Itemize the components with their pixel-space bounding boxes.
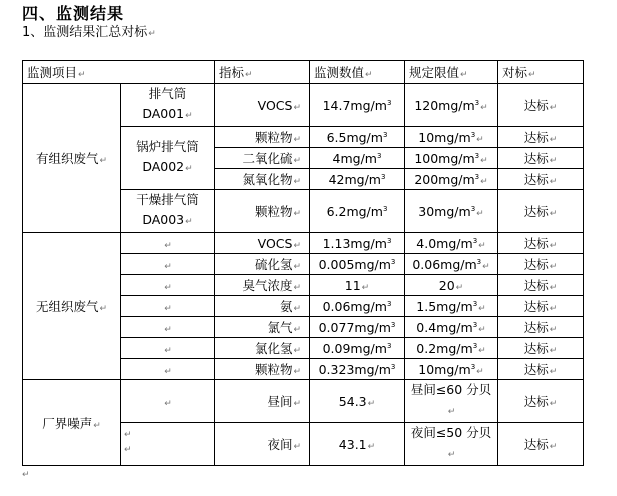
limit-cell: $200mg/m^3↵$: [405, 169, 498, 190]
limit-cell: $0.2mg/m^3↵$: [405, 338, 498, 359]
result-cell: 达标↵: [498, 317, 584, 338]
limit-cell: 20↵: [405, 275, 498, 296]
result-cell: 达标↵: [498, 233, 584, 254]
header-indicator: 指标↵: [215, 61, 310, 84]
value-cell: $14.7mg/m^3$: [310, 84, 405, 127]
value-cell: $0.09mg/m^3$: [310, 338, 405, 359]
limit-cell: $30mg/m^3↵$: [405, 190, 498, 233]
header-limit: 规定限值↵: [405, 61, 498, 84]
empty-source-cell: ↵: [121, 317, 215, 338]
empty-source-cell: ↵: [121, 338, 215, 359]
indicator-cell: VOCS↵: [215, 233, 310, 254]
indicator-cell: 氯气↵: [215, 317, 310, 338]
result-cell: 达标↵: [498, 127, 584, 148]
limit-cell: $120mg/m^3↵$: [405, 84, 498, 127]
indicator-cell: 颗粒物↵: [215, 359, 310, 380]
indicator-cell: 昼间↵: [215, 380, 310, 423]
paragraph-mark-icon: ↵: [148, 29, 156, 39]
results-table: [22, 60, 584, 466]
header-row: [23, 61, 584, 84]
indicator-cell: 氯化氢↵: [215, 338, 310, 359]
group-organized: 有组织废气↵: [23, 84, 121, 233]
empty-source-cell: ↵: [121, 359, 215, 380]
subsection-heading: [22, 21, 156, 40]
indicator-cell: 硫化氢↵: [215, 254, 310, 275]
empty-source-cell: ↵ ↵: [121, 423, 215, 466]
result-cell: 达标↵: [498, 190, 584, 233]
limit-cell: $0.4mg/m^3↵$: [405, 317, 498, 338]
result-cell: 达标↵: [498, 275, 584, 296]
section-heading: 四、监测结果: [22, 4, 125, 23]
result-cell: 达标↵: [498, 148, 584, 169]
empty-source-cell: ↵: [121, 380, 215, 423]
header-compare: 对标↵: [498, 61, 584, 84]
limit-cell: $10mg/m^3↵$: [405, 359, 498, 380]
value-cell: 54.3↵: [310, 380, 405, 423]
source-da003: 干燥排气筒 DA003↵: [121, 190, 215, 233]
group-unorganized: 无组织废气↵: [23, 233, 121, 380]
value-cell: $4mg/m^3$: [310, 148, 405, 169]
limit-cell: $4.0mg/m^3↵$: [405, 233, 498, 254]
result-cell: 达标↵: [498, 169, 584, 190]
result-cell: 达标↵: [498, 84, 584, 127]
table-row: [23, 233, 584, 254]
result-cell: 达标↵: [498, 359, 584, 380]
indicator-cell: 二氧化硫↵: [215, 148, 310, 169]
indicator-cell: 氨↵: [215, 296, 310, 317]
empty-source-cell: ↵: [121, 296, 215, 317]
limit-cell: $1.5mg/m^3↵$: [405, 296, 498, 317]
indicator-cell: 臭气浓度↵: [215, 275, 310, 296]
group-noise: 厂界噪声↵: [23, 380, 121, 466]
indicator-cell: 夜间↵: [215, 423, 310, 466]
value-cell: $42mg/m^3$: [310, 169, 405, 190]
indicator-cell: 氮氧化物↵: [215, 169, 310, 190]
indicator-cell: VOCS↵: [215, 84, 310, 127]
indicator-cell: 颗粒物↵: [215, 190, 310, 233]
source-da001: 排气筒 DA001↵: [121, 84, 215, 127]
value-cell: 11↵: [310, 275, 405, 296]
limit-cell: $100mg/m^3↵$: [405, 148, 498, 169]
limit-cell: $0.06mg/m^3↵$: [405, 254, 498, 275]
paragraph-mark-icon: ↵: [22, 470, 30, 480]
result-cell: 达标↵: [498, 254, 584, 275]
header-item: 监测项目↵: [23, 61, 215, 84]
value-cell: $6.5mg/m^3$: [310, 127, 405, 148]
source-da002: 锅炉排气筒 DA002↵: [121, 127, 215, 190]
limit-cell: $10mg/m^3↵$: [405, 127, 498, 148]
empty-source-cell: ↵: [121, 254, 215, 275]
value-cell: 43.1↵: [310, 423, 405, 466]
limit-cell: 夜间≤50 分贝↵: [405, 423, 498, 466]
empty-source-cell: ↵: [121, 233, 215, 254]
header-value: 监测数值↵: [310, 61, 405, 84]
result-cell: 达标↵: [498, 423, 584, 466]
indicator-cell: 颗粒物↵: [215, 127, 310, 148]
value-cell: $0.077mg/m^3$: [310, 317, 405, 338]
table-row: [23, 380, 584, 423]
value-cell: $0.06mg/m^3$: [310, 296, 405, 317]
value-cell: $6.2mg/m^3$: [310, 190, 405, 233]
limit-cell: 昼间≤60 分贝↵: [405, 380, 498, 423]
result-cell: 达标↵: [498, 380, 584, 423]
table-row: [23, 84, 584, 127]
subsection-text: 1、监测结果汇总对标: [22, 25, 148, 40]
value-cell: $1.13mg/m^3$: [310, 233, 405, 254]
value-cell: $0.323mg/m^3$: [310, 359, 405, 380]
value-cell: $0.005mg/m^3$: [310, 254, 405, 275]
empty-source-cell: ↵: [121, 275, 215, 296]
result-cell: 达标↵: [498, 338, 584, 359]
result-cell: 达标↵: [498, 296, 584, 317]
